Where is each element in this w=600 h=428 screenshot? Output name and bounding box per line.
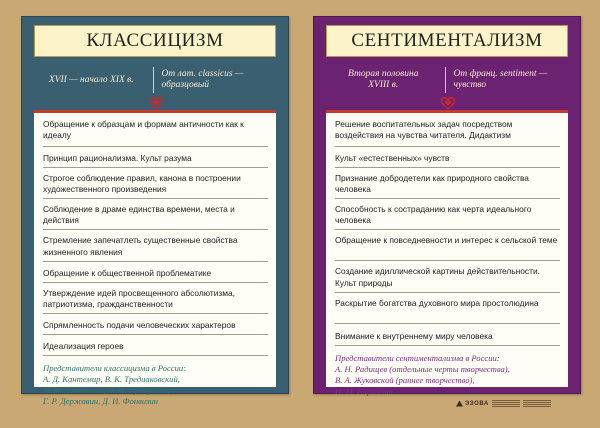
classicism-subtitle-row [34,65,276,95]
list-item: Способность к состраданию как черта идеального человека [335,199,560,230]
sentimentalism-etymology [446,69,569,91]
sentimentalism-period [326,69,445,91]
classicism-etymology-line1: От лат. classicus — [161,69,244,80]
sentimentalism-poster [313,16,581,394]
subtitle-divider [445,67,446,93]
classicism-period: XVII — начало XIX в. [48,74,134,85]
classicism-features-list [43,117,268,356]
representatives-title: Представители классицизма в России: [43,363,187,374]
sentimentalism-period-line2: XVIII в. [368,80,399,90]
sentimentalism-subtitle-row [326,65,568,95]
list-item: Спрямленность подачи человеческих характеров [43,314,268,335]
classicism-features-panel [34,110,276,407]
subtitle-divider [153,67,154,93]
classicism-etymology-line2: образцовый [161,80,210,90]
representative-line: В. А. Жуковский (раннее творчество), [335,374,475,385]
representative-line: А. Д. Кантемир, В. К. Тредиаковский, [43,374,180,385]
list-item: Обращение к образцам и формам античности как к идеалу [43,117,268,147]
publisher-logo [456,401,489,407]
list-item: Обращение к повседневности и интерес к сельской теме [335,230,560,261]
list-item: Идеализация героев [43,335,268,356]
sentimentalism-etymology-line2: чувство [453,80,487,90]
representatives-names [43,374,268,407]
sentimentalism-features-panel [326,110,568,396]
classicism-representatives [43,356,268,407]
sentimentalism-representatives [335,346,560,397]
list-item: Обращение к общественной проблематике [43,262,268,283]
list-item: Строгое соблюдение правил, канона в построении художественного произведения [43,168,268,199]
representative-line: М. В. Ломоносов, В. П. Сумароков, [43,385,170,396]
list-item: Внимание к внутреннему миру человека [335,324,560,346]
list-item: Создание идиллической картины действительности. Культ природы [335,261,560,292]
heart-ornament-icon [440,96,456,110]
publisher-footer [456,400,551,407]
representative-line: Н. М. Карамзин [335,385,393,396]
representative-line: А. Н. Радищев (отдельные черты творчества), [335,363,510,374]
sentimentalism-etymology-line1: От франц. sentiment — [453,69,548,80]
classicism-etymology [154,69,277,91]
list-item: Стремление запечатлеть существенные свойства жизненного явления [43,230,268,261]
publisher-fine-print [523,400,551,407]
list-item: Решение воспитательных задач посредством воздействия на чувства читателя. Дидактизм [335,117,560,147]
classicism-title: КЛАССИЦИЗМ [34,25,276,57]
representative-line: Г. Р. Державин, Д. И. Фонвизин [43,396,159,407]
representatives-title: Представители сентиментализма в России: [335,352,500,363]
list-item: Культ «естественных» чувств [335,147,560,168]
list-item: Принцип рационализма. Культ разума [43,147,268,168]
heart-ornament-icon [148,96,164,110]
list-item: Признание добродетели как природного свойства человека [335,168,560,199]
representatives-names [335,364,560,397]
publisher-fine-print [492,400,520,407]
publisher-logo-icon [456,401,463,407]
sentimentalism-title: СЕНТИМЕНТАЛИЗМ [326,25,568,57]
sentimentalism-features-list [335,117,560,346]
sentimentalism-period-line1: Вторая половина [348,69,419,80]
list-item: Раскрытие богатства духовного мира простолюдина [335,293,560,324]
classicism-poster [21,16,289,407]
publisher-logo-text: ЭЗОВА [465,400,489,407]
list-item: Утверждение идей просвещенного абсолютизма, патриотизма, гражданственности [43,283,268,314]
list-item: Соблюдение в драме единства времени, места и действия [43,199,268,230]
